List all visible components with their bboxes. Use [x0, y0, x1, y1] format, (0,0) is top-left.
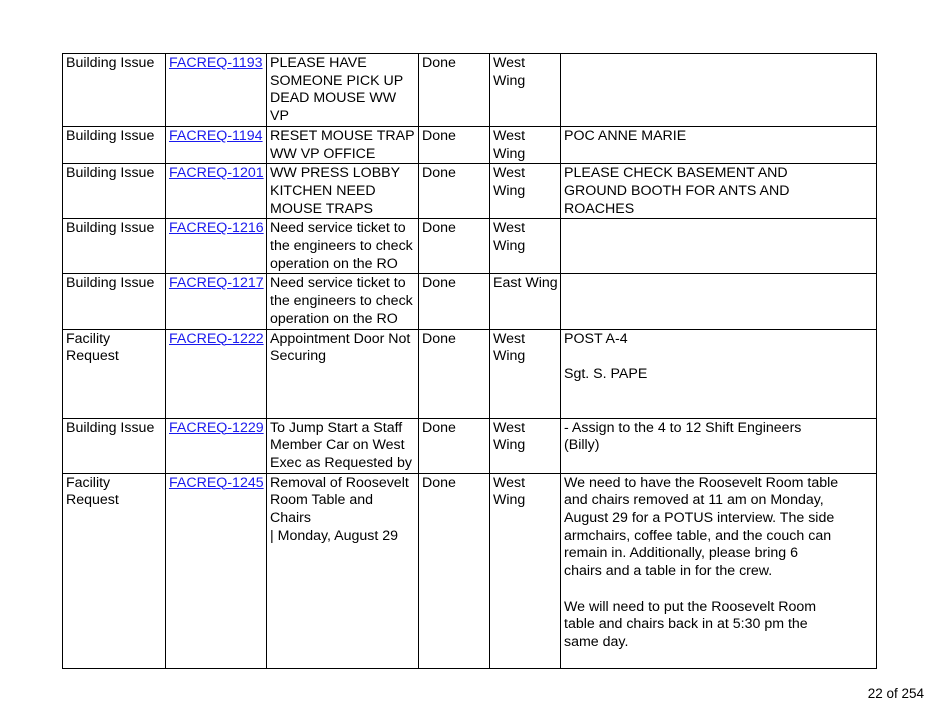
request-id-link[interactable]: FACREQ-1216	[169, 220, 264, 237]
description-cell: PLEASE HAVE SOMEONE PICK UP DEAD MOUSE WW VP	[267, 54, 419, 127]
location-cell: West Wing	[490, 418, 561, 473]
status-cell: Done	[419, 164, 490, 219]
table-row	[63, 274, 877, 329]
category-cell: Building Issue	[63, 274, 166, 329]
notes-cell: - Assign to the 4 to 12 Shift Engineers (Billy)	[561, 418, 877, 473]
location-cell: West Wing	[490, 126, 561, 163]
location-cell: West Wing	[490, 219, 561, 274]
description-cell: Appointment Door Not Securing	[267, 329, 419, 418]
request-id-link[interactable]: FACREQ-1193	[169, 55, 263, 71]
request-id-cell	[166, 126, 267, 163]
request-id-link[interactable]: FACREQ-1217	[169, 275, 264, 292]
table-row	[63, 126, 877, 163]
request-id-cell	[166, 54, 267, 127]
request-id-cell	[166, 219, 267, 274]
description-cell: RESET MOUSE TRAP WW VP OFFICE	[267, 126, 419, 163]
location-cell: West Wing	[490, 473, 561, 668]
facility-requests-table	[62, 53, 877, 669]
location-cell: West Wing	[490, 54, 561, 127]
category-cell: Building Issue	[63, 164, 166, 219]
notes-cell: We need to have the Roosevelt Room table and chairs removed at 11 am on Monday, August 29 for a POTUS interview. The side armchairs, coffee table, and the couch can remain in. Additionally, please bring 6 chairs and a table in for the crew. We will need to put the Roosevelt Room table and chairs back in at 5:30 pm the same day.	[561, 473, 877, 668]
table-row	[63, 418, 877, 473]
request-id-cell	[166, 329, 267, 418]
request-id-cell	[166, 164, 267, 219]
table-row	[63, 473, 877, 668]
status-cell: Done	[419, 54, 490, 127]
notes-cell	[561, 274, 877, 329]
description-cell: Need service ticket to the engineers to check operation on the RO	[267, 274, 419, 329]
request-id-link[interactable]: FACREQ-1194	[169, 127, 263, 144]
table-row	[63, 219, 877, 274]
request-id-cell	[166, 473, 267, 668]
status-cell: Done	[419, 126, 490, 163]
table-row	[63, 54, 877, 127]
request-id-link[interactable]: FACREQ-1229	[169, 419, 264, 436]
category-cell: Building Issue	[63, 418, 166, 473]
category-cell: Facility Request	[63, 329, 166, 418]
category-cell: Building Issue	[63, 126, 166, 163]
status-cell: Done	[419, 219, 490, 274]
table-row	[63, 329, 877, 418]
request-id-cell	[166, 418, 267, 473]
status-cell: Done	[419, 274, 490, 329]
notes-cell: POST A-4 Sgt. S. PAPE	[561, 329, 877, 418]
description-cell: Need service ticket to the engineers to check operation on the RO	[267, 219, 419, 274]
location-cell: East Wing	[490, 274, 561, 329]
notes-cell: POC ANNE MARIE	[561, 126, 877, 163]
status-cell: Done	[419, 329, 490, 418]
page-number: 22 of 254	[867, 686, 924, 701]
request-id-link[interactable]: FACREQ-1201	[169, 165, 264, 182]
description-cell: Removal of Roosevelt Room Table and Chairs | Monday, August 29	[267, 473, 419, 668]
category-cell: Building Issue	[63, 219, 166, 274]
table-row	[63, 164, 877, 219]
category-cell: Facility Request	[63, 473, 166, 668]
location-cell: West Wing	[490, 164, 561, 219]
description-cell: WW PRESS LOBBY KITCHEN NEED MOUSE TRAPS	[267, 164, 419, 219]
category-cell: Building Issue	[63, 54, 166, 127]
request-id-link[interactable]: FACREQ-1245	[169, 474, 264, 491]
request-id-link[interactable]: FACREQ-1222	[169, 330, 264, 347]
notes-cell: PLEASE CHECK BASEMENT AND GROUND BOOTH FOR ANTS AND ROACHES	[561, 164, 877, 219]
notes-cell	[561, 54, 877, 127]
status-cell: Done	[419, 418, 490, 473]
description-cell: To Jump Start a Staff Member Car on West Exec as Requested by	[267, 418, 419, 473]
status-cell: Done	[419, 473, 490, 668]
location-cell: West Wing	[490, 329, 561, 418]
request-id-cell	[166, 274, 267, 329]
notes-cell	[561, 219, 877, 274]
